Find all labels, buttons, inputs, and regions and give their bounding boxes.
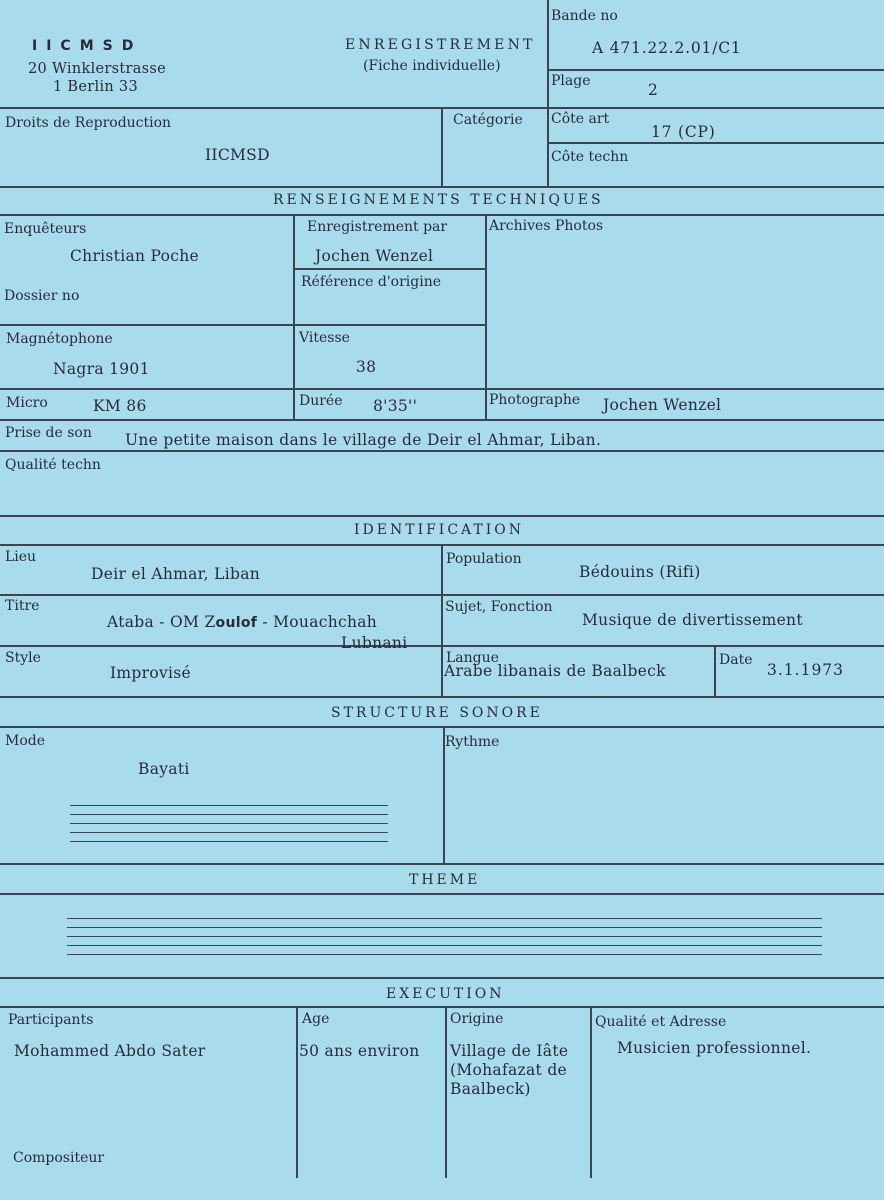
lieu-value: Deir el Ahmar, Liban	[91, 565, 261, 583]
vitesse-value: 38	[356, 358, 377, 376]
section-title-structure: STRUCTURE SONORE	[331, 705, 543, 721]
categorie-label: Catégorie	[453, 112, 523, 128]
rule	[293, 268, 486, 270]
rule	[0, 388, 884, 390]
photographe-label: Photographe	[489, 392, 581, 408]
droits-label: Droits de Reproduction	[5, 115, 172, 131]
titre-value-part-2: - Mouachchah	[257, 613, 378, 631]
rule	[0, 419, 884, 421]
section-title-technique: RENSEIGNEMENTS TECHNIQUES	[273, 192, 604, 208]
enregistrement-par-label: Enregistrement par	[307, 219, 448, 235]
rule	[0, 863, 884, 865]
participants-value: Mohammed Abdo Sater	[14, 1042, 206, 1060]
prise-de-son-value: Une petite maison dans le village de Deir el Ahmar, Liban.	[125, 431, 602, 449]
org-address-line-1: 20 Winklerstrasse	[28, 61, 167, 77]
form-title: ENREGISTREMENT	[345, 37, 536, 53]
rule	[590, 1006, 592, 1178]
enregistrement-par-value: Jochen Wenzel	[315, 247, 434, 265]
origine-value-line-1: Village de Iâte	[450, 1042, 569, 1060]
rule	[441, 107, 443, 186]
archives-photos-label: Archives Photos	[489, 218, 604, 234]
rule	[0, 515, 884, 517]
mode-label: Mode	[5, 733, 46, 749]
participants-label: Participants	[8, 1012, 94, 1028]
cote-techn-label: Côte techn	[551, 149, 629, 165]
titre-label: Titre	[5, 598, 40, 614]
rule	[441, 544, 443, 696]
org-name: IICMSD	[32, 38, 143, 54]
rule	[296, 1006, 298, 1178]
section-title-identification: IDENTIFICATION	[354, 522, 524, 538]
org-address-line-2: 1 Berlin 33	[53, 79, 138, 95]
lieu-label: Lieu	[5, 549, 37, 565]
plage-label: Plage	[551, 73, 591, 89]
rule	[0, 450, 884, 452]
reference-origine-label: Référence d'origine	[301, 274, 442, 290]
section-title-theme: THEME	[409, 872, 481, 888]
bande-label: Bande no	[551, 8, 618, 24]
rule	[0, 977, 884, 979]
titre-value-line-2: Lubnani	[341, 634, 408, 652]
date-label: Date	[719, 652, 753, 668]
qualite-adresse-value: Musicien professionnel.	[617, 1039, 812, 1057]
cote-art-value: 17 (CP)	[651, 123, 716, 141]
rythme-label: Rythme	[445, 734, 500, 750]
origine-value-line-2: (Mohafazat de	[450, 1061, 568, 1079]
origine-value-line-3: Baalbeck)	[450, 1080, 531, 1098]
section-title-execution: EXECUTION	[386, 986, 505, 1002]
origine-label: Origine	[450, 1011, 504, 1027]
magnetophone-label: Magnétophone	[6, 331, 113, 347]
mode-value: Bayati	[138, 760, 190, 778]
vitesse-label: Vitesse	[299, 330, 350, 346]
population-value: Bédouins (Rifi)	[579, 563, 701, 581]
plage-value: 2	[648, 81, 659, 99]
rule	[547, 69, 884, 71]
enqueteurs-label: Enquêteurs	[4, 221, 87, 237]
rule	[0, 324, 486, 326]
rule	[547, 142, 884, 144]
sujet-fonction-value: Musique de divertissement	[582, 611, 803, 629]
duree-value: 8'35''	[373, 397, 418, 415]
cote-art-label: Côte art	[551, 111, 610, 127]
rule	[485, 214, 487, 419]
enqueteurs-value: Christian Poche	[70, 247, 199, 265]
qualite-techn-label: Qualité techn	[5, 457, 101, 473]
prise-de-son-label: Prise de son	[5, 425, 92, 441]
rule	[445, 1006, 447, 1178]
droits-value: IICMSD	[205, 146, 270, 164]
rule	[0, 726, 884, 728]
photographe-value: Jochen Wenzel	[603, 396, 722, 414]
qualite-adresse-label: Qualité et Adresse	[595, 1014, 727, 1030]
rule	[0, 186, 884, 188]
style-label: Style	[5, 650, 41, 666]
dossier-label: Dossier no	[4, 288, 80, 304]
titre-value	[107, 614, 377, 631]
rule	[714, 645, 716, 696]
compositeur-label: Compositeur	[13, 1150, 105, 1166]
population-label: Population	[446, 551, 522, 567]
micro-label: Micro	[6, 395, 48, 411]
sujet-fonction-label: Sujet, Fonction	[445, 599, 553, 615]
rule	[293, 214, 295, 419]
rule	[0, 214, 884, 216]
form-subtitle: (Fiche individuelle)	[363, 58, 501, 74]
rule	[547, 0, 549, 186]
magnetophone-value: Nagra 1901	[53, 360, 150, 378]
rule	[0, 696, 884, 698]
age-value: 50 ans environ	[299, 1042, 420, 1060]
bande-value: A 471.22.2.01/C1	[592, 39, 742, 57]
langue-label: Langue	[446, 650, 499, 666]
duree-label: Durée	[299, 393, 343, 409]
micro-value: KM 86	[93, 397, 147, 415]
titre-handwritten-correction: oulof	[215, 615, 258, 631]
rule	[0, 893, 884, 895]
style-value: Improvisé	[110, 664, 192, 682]
titre-value-part-1: Ataba - OM Z	[107, 613, 216, 631]
rule	[0, 1006, 884, 1008]
langue-value: Arabe libanais de Baalbeck	[444, 662, 666, 680]
date-value: 3.1.1973	[767, 661, 845, 679]
age-label: Age	[302, 1011, 330, 1027]
